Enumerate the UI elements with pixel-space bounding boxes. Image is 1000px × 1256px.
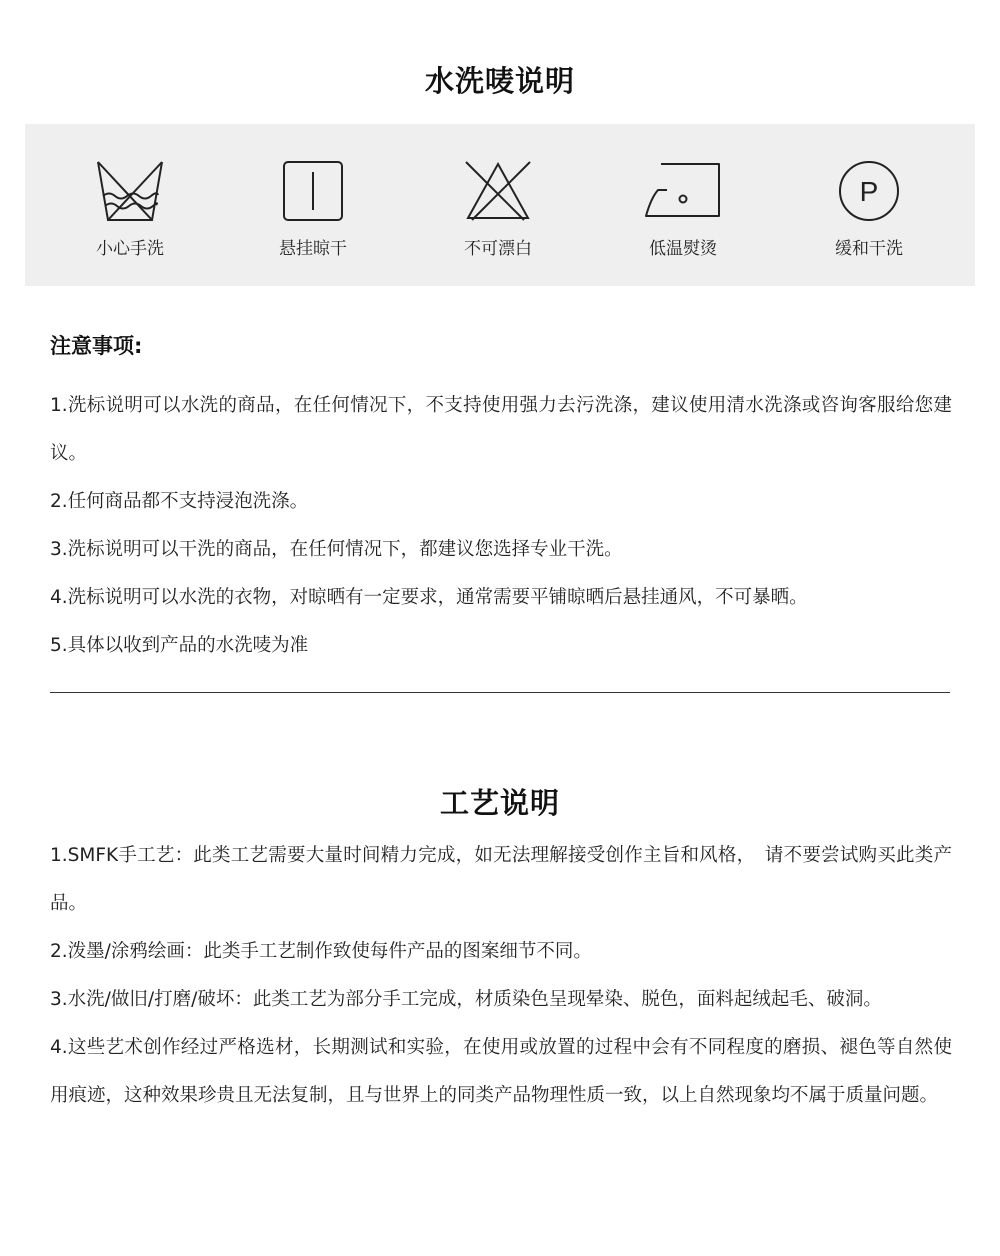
craft-item: 4.这些艺术创作经过严格选材，长期测试和实验，在使用或放置的过程中会有不同程度的磨损、褪色等自然使用痕迹，这种效果珍贵且无法复制，且与世界上的同类产品物理性质一致，以上自然现象均不属于质量问题。 xyxy=(50,1037,952,1106)
care-icon-no-bleach xyxy=(418,160,578,259)
hand-wash-icon xyxy=(94,160,166,222)
no-bleach-icon xyxy=(462,160,534,222)
care-icon-low-iron xyxy=(603,160,763,259)
care-label: 小心手洗 xyxy=(96,239,164,259)
craft-item: 1.SMFK手工艺：此类工艺需要大量时间精力完成，如无法理解接受创作主旨和风格， 请不要尝试购买此类产品。 xyxy=(50,845,952,914)
care-icon-line-dry xyxy=(233,160,393,259)
care-label: 不可漂白 xyxy=(464,239,532,259)
section-divider xyxy=(50,692,950,693)
craft-item: 3.水洗/做旧/打磨/破坏：此类工艺为部分手工完成，材质染色呈现晕染、脱色，面料起绒起毛、破洞。 xyxy=(50,989,882,1010)
svg-text:P: P xyxy=(859,176,879,207)
craft-title: 工艺说明 xyxy=(439,786,560,821)
note-item: 1.洗标说明可以水洗的商品，在任何情况下，不支持使用强力去污洗涤，建议使用清水洗涤或咨询客服给您建议。 xyxy=(50,395,952,464)
care-label: 低温熨烫 xyxy=(649,239,717,259)
low-iron-icon xyxy=(643,160,723,222)
note-item: 4.洗标说明可以水洗的衣物，对晾晒有一定要求，通常需要平铺晾晒后悬挂通风，不可暴晒。 xyxy=(50,587,808,608)
care-label: 悬挂晾干 xyxy=(279,239,347,259)
care-icon-gentle-dry-clean xyxy=(789,160,949,259)
note-item: 3.洗标说明可以干洗的商品，在任何情况下，都建议您选择专业干洗。 xyxy=(50,539,623,560)
care-label: 缓和干洗 xyxy=(835,239,903,259)
line-dry-icon xyxy=(277,160,349,222)
craft-item: 2.泼墨/涂鸦绘画：此类手工艺制作致使每件产品的图案细节不同。 xyxy=(50,941,592,962)
wash-label-title: 水洗唛说明 xyxy=(424,64,575,99)
notes-heading: 注意事项: xyxy=(50,334,143,358)
note-item: 5.具体以收到产品的水洗唛为准 xyxy=(50,635,309,656)
gentle-dry-clean-icon xyxy=(833,160,905,222)
care-icons-band xyxy=(25,124,975,286)
care-icon-hand-wash xyxy=(50,160,210,259)
note-item: 2.任何商品都不支持浸泡洗涤。 xyxy=(50,491,309,512)
